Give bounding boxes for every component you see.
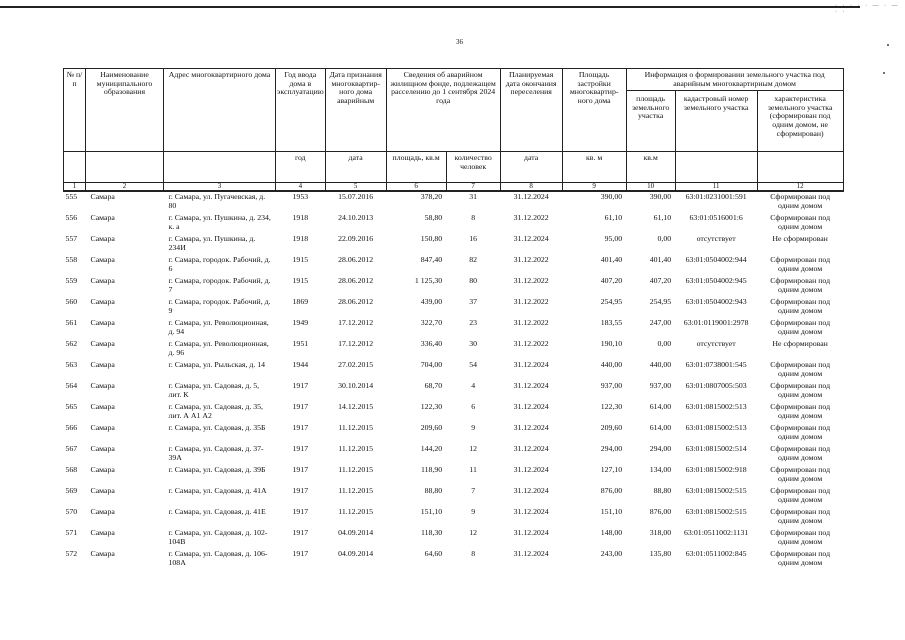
row-building-area: 61,10 — [604, 213, 623, 223]
row-area: 88,80 — [424, 486, 443, 496]
row-people: 4 — [471, 381, 476, 391]
row-land-area: 407,20 — [649, 276, 672, 286]
row-land-char: Не сформирован — [772, 339, 828, 349]
row-people: 9 — [471, 507, 476, 517]
row-land-char: Сформирован под одним домом — [770, 444, 831, 462]
row-cadastral: 63:01:0231001:591 — [685, 192, 747, 202]
row-people: 7 — [471, 486, 476, 496]
unit-date-plan: дата — [500, 152, 562, 183]
row-municipality: Самара — [90, 528, 115, 538]
row-municipality: Самара — [90, 360, 115, 370]
row-cadastral: 63:01:0815002:515 — [685, 507, 747, 517]
column-index: 12 — [757, 183, 843, 192]
unit-empty — [675, 152, 757, 183]
row-number: 556 — [65, 213, 78, 223]
column-index: 4 — [276, 183, 326, 192]
row-area: 58,80 — [424, 213, 443, 223]
row-number: 571 — [65, 528, 78, 538]
row-people: 9 — [471, 423, 476, 433]
row-building-area: 294,00 — [600, 444, 623, 454]
row-municipality: Самара — [90, 192, 115, 202]
row-year-built: 1917 — [292, 549, 309, 559]
table-row — [64, 339, 844, 360]
row-area: 336,40 — [420, 339, 443, 349]
row-people: 80 — [469, 276, 478, 286]
row-land-char: Сформирован под одним домом — [770, 192, 831, 210]
row-date-emergency: 17.12.2012 — [338, 318, 374, 328]
unit-date: дата — [325, 152, 386, 183]
row-municipality: Самара — [90, 318, 115, 328]
row-number: 563 — [65, 360, 78, 370]
row-building-area: 209,60 — [600, 423, 623, 433]
row-year-built: 1917 — [292, 402, 309, 412]
row-address: г. Самара, ул. Садовая, д. 35, лит. А А1 А2 — [168, 402, 263, 420]
row-area: 64,60 — [424, 549, 443, 559]
row-number: 566 — [65, 423, 78, 433]
row-land-area: 88,80 — [653, 486, 672, 496]
row-cadastral: 63:01:0815002:513 — [685, 402, 747, 412]
row-date-emergency: 28.06.2012 — [338, 297, 374, 307]
row-number: 555 — [65, 192, 78, 202]
row-date-emergency: 11.12.2015 — [338, 444, 374, 454]
row-cadastral: 63:01:0815002:513 — [685, 423, 747, 433]
row-date-emergency: 17.12.2012 — [338, 339, 374, 349]
row-cadastral: 63:01:0807005:503 — [685, 381, 747, 391]
row-address: г. Самара, ул. Садовая, д. 41А — [168, 486, 267, 496]
header-date-emergency: Дата признания многоквартир-ного дома аварийным — [325, 69, 386, 152]
row-number: 558 — [65, 255, 78, 265]
table-row — [64, 234, 844, 255]
unit-people: количество человек — [446, 152, 500, 183]
row-year-built: 1949 — [292, 318, 309, 328]
row-year-built: 1917 — [292, 507, 309, 517]
header-cadastral: кадастровый номер земельного участка — [675, 91, 757, 152]
row-planned-date: 31.12.2024 — [513, 360, 549, 370]
header-year-built: Год ввода дома в эксплуатацию — [276, 69, 326, 152]
row-number: 560 — [65, 297, 78, 307]
row-area: 209,60 — [420, 423, 443, 433]
column-index: 2 — [86, 183, 164, 192]
row-land-char: Сформирован под одним домом — [770, 318, 831, 336]
row-building-area: 183,55 — [600, 318, 623, 328]
row-address: г. Самара, ул. Садовая, д. 39Б — [168, 465, 266, 475]
row-address: г. Самара, ул. Пугачевская, д. 80 — [168, 192, 266, 210]
row-municipality: Самара — [90, 507, 115, 517]
row-cadastral: 63:01:0815002:514 — [685, 444, 747, 454]
header-planned-date: Планируемая дата окончания переселения — [500, 69, 562, 152]
table-row — [64, 318, 844, 339]
row-municipality: Самара — [90, 255, 115, 265]
row-land-area: 294,00 — [649, 444, 672, 454]
row-people: 16 — [469, 234, 478, 244]
row-planned-date: 31.12.2024 — [513, 381, 549, 391]
unit-year: год — [276, 152, 326, 183]
row-planned-date: 31.12.2024 — [513, 528, 549, 538]
row-land-char: Сформирован под одним домом — [770, 507, 831, 525]
row-address: г. Самара, ул. Садовая, д. 37-39А — [168, 444, 264, 462]
row-municipality: Самара — [90, 444, 115, 454]
row-address: г. Самара, городок. Рабочий, д. 6 — [168, 255, 271, 273]
row-land-area: 0,00 — [657, 234, 672, 244]
row-planned-date: 31.12.2022 — [513, 276, 549, 286]
unit-sqm-land: кв.м — [626, 152, 675, 183]
row-number: 568 — [65, 465, 78, 475]
row-area: 439,00 — [420, 297, 443, 307]
column-index: 8 — [500, 183, 562, 192]
row-cadastral: 63:01:0815002:515 — [685, 486, 747, 496]
row-number: 565 — [65, 402, 78, 412]
row-year-built: 1951 — [292, 339, 309, 349]
row-area: 118,30 — [420, 528, 443, 538]
row-land-char: Сформирован под одним домом — [770, 549, 831, 567]
row-date-emergency: 24.10.2013 — [338, 213, 374, 223]
row-area: 150,80 — [420, 234, 443, 244]
row-address: г. Самара, ул. Революционная, д. 96 — [168, 339, 269, 357]
row-cadastral: 63:01:0815002:918 — [685, 465, 747, 475]
row-land-area: 876,00 — [649, 507, 672, 517]
row-land-area: 61,10 — [653, 213, 672, 223]
row-municipality: Самара — [90, 486, 115, 496]
table-row — [64, 360, 844, 381]
row-address: г. Самара, ул. Садовая, д. 5, лит. К — [168, 381, 260, 399]
row-area: 378,20 — [420, 192, 443, 202]
table-row — [64, 191, 844, 213]
row-year-built: 1918 — [292, 213, 309, 223]
table-row — [64, 402, 844, 423]
row-land-area: 937,00 — [649, 381, 672, 391]
row-planned-date: 31.12.2024 — [513, 486, 549, 496]
row-people: 23 — [469, 318, 478, 328]
row-number: 567 — [65, 444, 78, 454]
row-date-emergency: 27.02.2015 — [338, 360, 374, 370]
row-cadastral: 63:01:0504002:943 — [685, 297, 747, 307]
row-date-emergency: 28.06.2012 — [338, 255, 374, 265]
column-index: 7 — [446, 183, 500, 192]
row-people: 54 — [469, 360, 478, 370]
row-year-built: 1917 — [292, 381, 309, 391]
row-people: 8 — [471, 549, 476, 559]
row-number: 564 — [65, 381, 78, 391]
row-address: г. Самара, городок. Рабочий, д. 7 — [168, 276, 271, 294]
row-address: г. Самара, ул. Садовая, д. 41Е — [168, 507, 266, 517]
row-date-emergency: 30.10.2014 — [338, 381, 374, 391]
table-row — [64, 297, 844, 318]
row-cadastral: 63:01:0504002:944 — [685, 255, 747, 265]
row-municipality: Самара — [90, 381, 115, 391]
row-address: г. Самара, ул. Садовая, д. 102-104В — [168, 528, 268, 546]
table-row — [64, 549, 844, 570]
top-border-line — [0, 6, 860, 8]
row-municipality: Самара — [90, 339, 115, 349]
row-building-area: 122,30 — [600, 402, 623, 412]
row-building-area: 151,10 — [600, 507, 623, 517]
table-row — [64, 381, 844, 402]
row-number: 572 — [65, 549, 78, 559]
row-building-area: 876,00 — [600, 486, 623, 496]
row-land-area: 134,00 — [649, 465, 672, 475]
header-emergency-info: Сведения об аварийном жилищном фонде, подлежащем расселению до 1 сентября 2024 года — [386, 69, 500, 152]
column-index: 11 — [675, 183, 757, 192]
row-land-char: Сформирован под одним домом — [770, 213, 831, 231]
row-people: 37 — [469, 297, 478, 307]
row-address: г. Самара, ул. Садовая, д. 106-108А — [168, 549, 268, 567]
column-index: 5 — [325, 183, 386, 192]
row-address: г. Самара, ул. Пушкина, д. 234И — [168, 234, 256, 252]
header-land-char: характеристика земельного участка (сформирован под одним домом, не сформирован) — [757, 91, 843, 152]
row-year-built: 1917 — [292, 528, 309, 538]
row-area: 322,70 — [420, 318, 443, 328]
row-building-area: 95,00 — [604, 234, 623, 244]
row-building-area: 401,40 — [600, 255, 623, 265]
header-num: № п/п — [64, 69, 86, 152]
row-number: 561 — [65, 318, 78, 328]
table-row — [64, 255, 844, 276]
row-people: 12 — [469, 528, 478, 538]
row-municipality: Самара — [90, 465, 115, 475]
row-area: 68,70 — [424, 381, 443, 391]
row-land-area: 0,00 — [657, 339, 672, 349]
row-date-emergency: 22.09.2016 — [338, 234, 374, 244]
table-row — [64, 213, 844, 234]
unit-area: площадь, кв.м — [386, 152, 446, 183]
row-address: г. Самара, городок. Рабочий, д. 9 — [168, 297, 271, 315]
row-land-area: 247,00 — [649, 318, 672, 328]
row-land-char: Сформирован под одним домом — [770, 402, 831, 420]
column-index: 6 — [386, 183, 446, 192]
row-year-built: 1915 — [292, 276, 309, 286]
row-building-area: 390,00 — [600, 192, 623, 202]
row-year-built: 1869 — [292, 297, 309, 307]
emergency-housing-table — [63, 68, 844, 570]
row-building-area: 254,95 — [600, 297, 623, 307]
row-date-emergency: 28.06.2012 — [338, 276, 374, 286]
top-margin-mark: · · · · · — · — · · — [835, 3, 900, 15]
header-building-area: Площадь застройки многоквартир-ного дома — [562, 69, 626, 152]
row-date-emergency: 14.12.2015 — [338, 402, 374, 412]
row-area: 151,10 — [420, 507, 443, 517]
column-index: 9 — [562, 183, 626, 192]
row-cadastral: отсутствует — [696, 339, 736, 349]
row-area: 122,30 — [420, 402, 443, 412]
column-index: 1 — [64, 183, 86, 192]
row-year-built: 1953 — [292, 192, 309, 202]
row-land-area: 614,00 — [649, 402, 672, 412]
row-area: 704,00 — [420, 360, 443, 370]
table-row — [64, 276, 844, 297]
row-area: 118,90 — [420, 465, 443, 475]
row-municipality: Самара — [90, 402, 115, 412]
row-area: 144,20 — [420, 444, 443, 454]
row-land-char: Сформирован под одним домом — [770, 360, 831, 378]
row-municipality: Самара — [90, 276, 115, 286]
row-date-emergency: 11.12.2015 — [338, 486, 374, 496]
row-year-built: 1918 — [292, 234, 309, 244]
row-people: 82 — [469, 255, 478, 265]
row-cadastral: отсутствует — [696, 234, 736, 244]
row-planned-date: 31.12.2022 — [513, 297, 549, 307]
row-address: г. Самара, ул. Садовая, д. 35Б — [168, 423, 266, 433]
row-building-area: 440,00 — [600, 360, 623, 370]
row-land-char: Сформирован под одним домом — [770, 528, 831, 546]
row-land-area: 401,40 — [649, 255, 672, 265]
row-municipality: Самара — [90, 297, 115, 307]
row-number: 562 — [65, 339, 78, 349]
row-building-area: 937,00 — [600, 381, 623, 391]
row-number: 557 — [65, 234, 78, 244]
row-building-area: 127,10 — [600, 465, 623, 475]
row-address: г. Самара, ул. Рыльская, д. 14 — [168, 360, 266, 370]
table-row — [64, 486, 844, 507]
row-year-built: 1917 — [292, 444, 309, 454]
row-land-char: Сформирован под одним домом — [770, 486, 831, 504]
header-municipality: Наименование муниципального образования — [86, 69, 164, 152]
row-people: 30 — [469, 339, 478, 349]
row-municipality: Самара — [90, 549, 115, 559]
row-cadastral: 63:01:0738001:545 — [685, 360, 747, 370]
row-building-area: 190,10 — [600, 339, 623, 349]
table-row — [64, 507, 844, 528]
row-building-area: 243,00 — [600, 549, 623, 559]
row-year-built: 1917 — [292, 423, 309, 433]
table-row — [64, 423, 844, 444]
table-row — [64, 444, 844, 465]
scan-speck — [887, 44, 889, 46]
row-planned-date: 31.12.2024 — [513, 402, 549, 412]
row-land-area: 614,00 — [649, 423, 672, 433]
row-date-emergency: 15.07.2016 — [338, 192, 374, 202]
table-row — [64, 465, 844, 486]
row-building-area: 407,20 — [600, 276, 623, 286]
row-land-char: Сформирован под одним домом — [770, 381, 831, 399]
column-index: 10 — [626, 183, 675, 192]
unit-sqm: кв. м — [562, 152, 626, 183]
row-land-area: 135,80 — [649, 549, 672, 559]
page-number: 36 — [456, 38, 463, 46]
row-date-emergency: 04.09.2014 — [338, 549, 374, 559]
row-municipality: Самара — [90, 234, 115, 244]
row-people: 31 — [469, 192, 478, 202]
row-cadastral: 63:01:0511002:845 — [685, 549, 747, 559]
row-planned-date: 31.12.2022 — [513, 255, 549, 265]
row-area: 847,40 — [420, 255, 443, 265]
row-number: 570 — [65, 507, 78, 517]
row-building-area: 148,00 — [600, 528, 623, 538]
row-land-area: 254,95 — [649, 297, 672, 307]
row-land-char: Сформирован под одним домом — [770, 297, 831, 315]
table-row — [64, 528, 844, 549]
row-number: 569 — [65, 486, 78, 496]
unit-empty — [64, 152, 86, 183]
row-address: г. Самара, ул. Пушкина, д. 234, к. а — [168, 213, 271, 231]
row-land-area: 440,00 — [649, 360, 672, 370]
column-index: 3 — [164, 183, 276, 192]
row-year-built: 1915 — [292, 255, 309, 265]
row-land-char: Сформирован под одним домом — [770, 423, 831, 441]
row-municipality: Самара — [90, 213, 115, 223]
row-planned-date: 31.12.2024 — [513, 444, 549, 454]
row-date-emergency: 11.12.2015 — [338, 507, 374, 517]
header-address: Адрес многоквартирного дома — [164, 69, 276, 152]
row-date-emergency: 04.09.2014 — [338, 528, 374, 538]
unit-empty — [86, 152, 164, 183]
row-planned-date: 31.12.2024 — [513, 465, 549, 475]
row-date-emergency: 11.12.2015 — [338, 465, 374, 475]
row-area: 1 125,30 — [414, 276, 443, 286]
row-planned-date: 31.12.2024 — [513, 423, 549, 433]
row-land-area: 318,00 — [649, 528, 672, 538]
unit-empty — [757, 152, 843, 183]
row-address: г. Самара, ул. Революционная, д. 94 — [168, 318, 269, 336]
row-people: 12 — [469, 444, 478, 454]
row-land-char: Не сформирован — [772, 234, 828, 244]
row-date-emergency: 11.12.2015 — [338, 423, 374, 433]
row-planned-date: 31.12.2024 — [513, 507, 549, 517]
header-land-area: площадь земельного участка — [626, 91, 675, 152]
row-year-built: 1944 — [292, 360, 309, 370]
row-planned-date: 31.12.2024 — [513, 549, 549, 559]
row-number: 559 — [65, 276, 78, 286]
row-planned-date: 31.12.2022 — [513, 339, 549, 349]
unit-empty — [164, 152, 276, 183]
header-land-info: Информация о формировании земельного участка под аварийным многоквартирным домом — [626, 69, 843, 91]
row-planned-date: 31.12.2024 — [513, 234, 549, 244]
row-cadastral: 63:01:0119001:2978 — [683, 318, 749, 328]
row-cadastral: 63:01:0504002:945 — [685, 276, 747, 286]
row-land-char: Сформирован под одним домом — [770, 465, 831, 483]
row-planned-date: 31.12.2022 — [513, 213, 549, 223]
row-cadastral: 63:01:0511002:1131 — [683, 528, 749, 538]
row-planned-date: 31.12.2022 — [513, 318, 549, 328]
row-land-char: Сформирован под одним домом — [770, 255, 831, 273]
row-year-built: 1917 — [292, 486, 309, 496]
row-people: 8 — [471, 213, 476, 223]
row-planned-date: 31.12.2024 — [513, 192, 549, 202]
row-cadastral: 63:01:0516001:6 — [689, 213, 743, 223]
row-municipality: Самара — [90, 423, 115, 433]
row-land-char: Сформирован под одним домом — [770, 276, 831, 294]
row-people: 6 — [471, 402, 476, 412]
row-year-built: 1917 — [292, 465, 309, 475]
row-land-area: 390,00 — [649, 192, 672, 202]
scan-speck — [883, 72, 885, 74]
row-people: 11 — [469, 465, 477, 475]
